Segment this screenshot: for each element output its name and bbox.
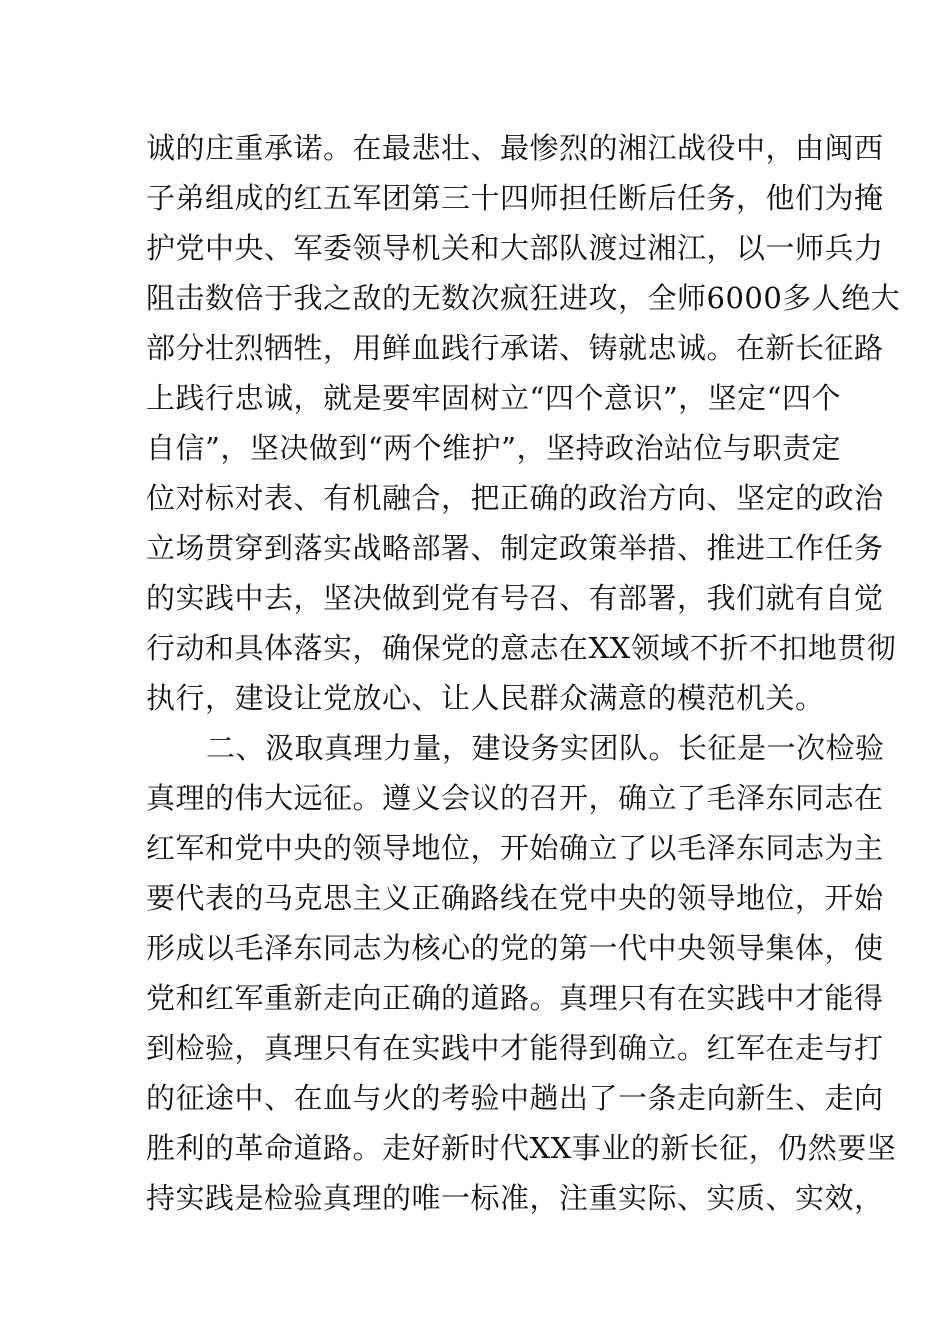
paragraph-1-line: 的实践中去，坚决做到党有号召、有部署，我们就有自觉: [146, 581, 884, 615]
paragraph-1-line: 部分壮烈牺牲，用鲜血践行承诺、铸就忠诚。在新长征路: [146, 331, 884, 365]
paragraph-1-line: 阻击数倍于我之敌的无数次疯狂进攻，全师6000多人绝大: [146, 281, 901, 315]
paragraph-1-line: 诚的庄重承诺。在最悲壮、最惨烈的湘江战役中，由闽西: [146, 131, 884, 165]
paragraph-2-line: 二、汲取真理力量，建设务实团队。长征是一次检验: [206, 731, 885, 765]
paragraph-1-line: 护党中央、军委领导机关和大部队渡过湘江，以一师兵力: [146, 231, 884, 265]
paragraph-1-line: 执行，建设让党放心、让人民群众满意的模范机关。: [146, 681, 825, 715]
paragraph-1-line: 位对标对表、有机融合，把正确的政治方向、坚定的政治: [146, 481, 884, 515]
paragraph-2: [146, 723, 897, 1223]
paragraph-2-line: 要代表的马克思主义正确路线在党中央的领导地位，开始: [146, 881, 884, 915]
paragraph-1-line: 上践行忠诚，就是要牢固树立“四个意识”，坚定“四个: [146, 381, 841, 415]
paragraph-2-line: 真理的伟大远征。遵义会议的召开，确立了毛泽东同志在: [146, 781, 884, 815]
paragraph-1-line: 行动和具体落实，确保党的意志在XX领域不折不扣地贯彻: [146, 631, 897, 665]
document-body: [146, 123, 901, 1223]
paragraph-2-line: 党和红军重新走向正确的道路。真理只有在实践中才能得: [146, 981, 884, 1015]
paragraph-2-line: 胜利的革命道路。走好新时代XX事业的新长征，仍然要坚: [146, 1131, 897, 1165]
paragraph-2-line: 到检验，真理只有在实践中才能得到确立。红军在走与打: [146, 1031, 884, 1065]
paragraph-2-line: 的征途中、在血与火的考验中趟出了一条走向新生、走向: [146, 1081, 884, 1115]
paragraph-1-line: 子弟组成的红五军团第三十四师担任断后任务，他们为掩: [146, 181, 884, 215]
paragraph-1-line: 自信”，坚决做到“两个维护”，坚持政治站位与职责定: [146, 431, 841, 465]
paragraph-2-line: 形成以毛泽东同志为核心的党的第一代中央领导集体，使: [146, 931, 884, 965]
paragraph-2-line: 持实践是检验真理的唯一标准，注重实际、实质、实效，: [146, 1181, 884, 1215]
paragraph-2-line: 红军和党中央的领导地位，开始确立了以毛泽东同志为主: [146, 831, 884, 865]
paragraph-1: [146, 123, 901, 723]
paragraph-1-line: 立场贯穿到落实战略部署、制定政策举措、推进工作任务: [146, 531, 884, 565]
